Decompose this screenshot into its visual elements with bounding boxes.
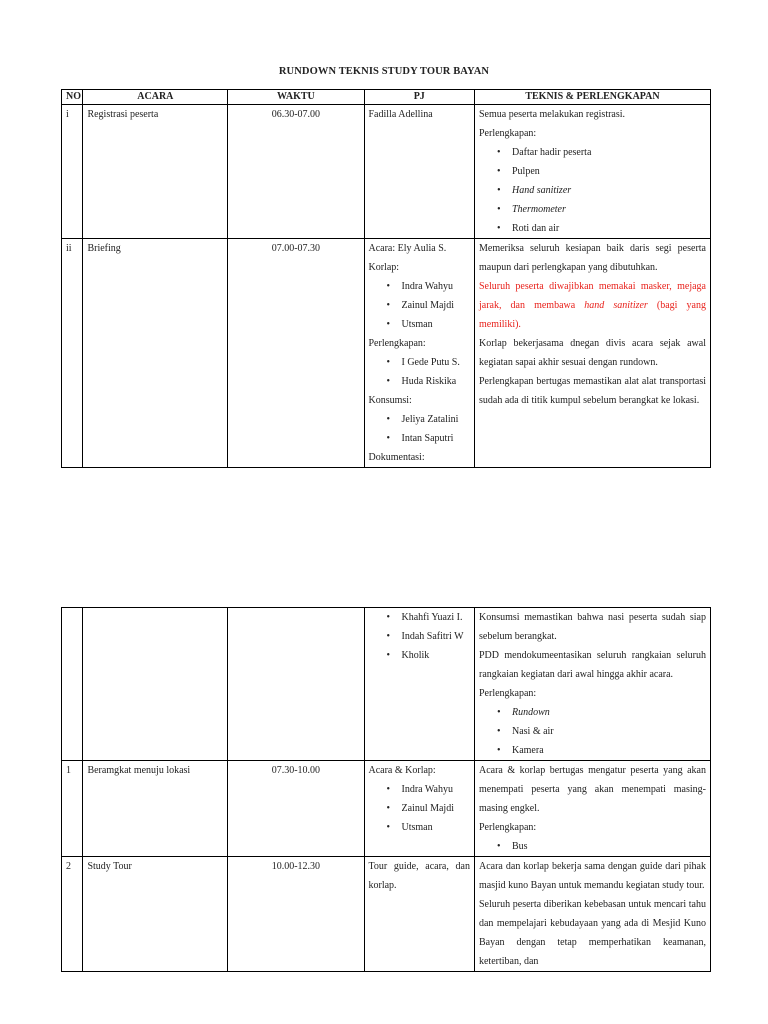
teknis-line: Perlengkapan: [478, 128, 537, 139]
row-pj: Fadilla Adellina [364, 105, 474, 239]
list-item: • Indah Safitri W [369, 627, 470, 646]
teknis-warning [479, 277, 706, 334]
row-no: i [62, 105, 83, 239]
list-item: • Zainul Majdi [369, 296, 470, 315]
row-pj [364, 608, 474, 761]
teknis-paragraph: Perlengkapan bertugas memastikan alat alat transportasi sudah ada di titik kumpul sebelum berangkat ke lokasi. [478, 376, 706, 406]
header-waktu: WAKTU [228, 90, 364, 105]
rundown-table-page2 [61, 607, 711, 972]
pj-konsumsi-label: Konsumsi: [368, 395, 412, 406]
row-no [62, 608, 83, 761]
row-pj [364, 761, 474, 857]
list-item: • Hand sanitizer [479, 181, 706, 200]
teknis-paragraph: Acara & korlap bertugas mengatur peserta yang akan menempati peserta yang akan menempati masing-masing engkel. [478, 765, 706, 814]
list-item: • Khahfi Yuazi I. [369, 608, 470, 627]
perlengkapan-list [479, 837, 706, 856]
rundown-table-page1 [61, 89, 711, 468]
warning-text-italic: hand sanitizer [584, 300, 648, 311]
row-waktu: 06.30-07.00 [228, 105, 364, 239]
list-item: • Roti dan air [479, 219, 706, 238]
row-pj: Tour guide, acara, dan korlap. [364, 857, 474, 972]
list-item: • Huda Riskika [369, 372, 470, 391]
list-item: • Pulpen [479, 162, 706, 181]
teknis-paragraph: Memeriksa seluruh kesiapan baik daris segi peserta maupun dari perlengkapan yang dibutuhkan. [478, 243, 706, 273]
list-item: • Indra Wahyu [369, 780, 470, 799]
warning-text: (bagi yang memiliki). [478, 300, 706, 330]
row-acara: Registrasi peserta [83, 105, 228, 239]
row-no: ii [62, 239, 83, 468]
header-no: NO [62, 90, 83, 105]
list-item: • Jeliya Zatalini [369, 410, 470, 429]
header-pj: PJ [364, 90, 474, 105]
teknis-label: Perlengkapan: [478, 822, 537, 833]
teknis-paragraph: PDD mendokumeentasikan seluruh rangkaian seluruh rangkaian kegiatan dari awal hingga akhir acara. [478, 650, 706, 680]
row-waktu: 07.30-10.00 [228, 761, 364, 857]
list-item: • Indra Wahyu [369, 277, 470, 296]
pj-konsumsi-list [369, 410, 470, 448]
teknis-paragraph: Konsumsi memastikan bahwa nasi peserta sudah siap sebelum berangkat. [478, 612, 706, 642]
table-header-row [62, 90, 711, 105]
row-no: 2 [62, 857, 83, 972]
row-acara: Beramgkat menuju lokasi [83, 761, 228, 857]
table-row [62, 239, 711, 468]
table-row [62, 608, 711, 761]
list-item: • Kholik [369, 646, 470, 665]
row-acara: Study Tour [83, 857, 228, 972]
teknis-paragraph: Seluruh peserta diberikan kebebasan untuk mencari tahu dan mempelajari kebudayaan yang ada di Mesjid Kuno Bayan dengan tetap memperhatikan keamanan, ketertiban, dan [478, 899, 706, 967]
list-item: • Utsman [369, 818, 470, 837]
table-row [62, 857, 711, 972]
row-teknis [474, 761, 710, 857]
header-teknis: TEKNIS & PERLENGKAPAN [474, 90, 710, 105]
list-item: • Nasi & air [479, 722, 706, 741]
teknis-paragraph: Korlap bekerjasama dnegan divis acara sejak awal kegiatan sapai akhir sesuai dengan rundown. [478, 338, 706, 368]
warning-text: Seluruh peserta diwajibkan memakai masker, mejaga jarak, dan membawa [478, 281, 706, 311]
pj-korlap-label: Korlap: [368, 262, 400, 273]
pj-perlengkapan-list [369, 353, 470, 391]
table-row [62, 105, 711, 239]
pj-korlap-list [369, 277, 470, 334]
row-teknis [474, 239, 710, 468]
list-item: • I Gede Putu S. [369, 353, 470, 372]
teknis-label: Perlengkapan: [478, 688, 537, 699]
perlengkapan-list [479, 703, 706, 760]
row-waktu [228, 608, 364, 761]
list-item: • Daftar hadir peserta [479, 143, 706, 162]
pj-acara: Acara: Ely Aulia S. [368, 243, 447, 254]
pj-perlengkapan-label: Perlengkapan: [368, 338, 426, 349]
list-item: • Utsman [369, 315, 470, 334]
row-waktu: 10.00-12.30 [228, 857, 364, 972]
row-teknis [474, 105, 710, 239]
row-no: 1 [62, 761, 83, 857]
list-item: • Rundown [479, 703, 706, 722]
row-teknis [474, 857, 710, 972]
list-item: • Zainul Majdi [369, 799, 470, 818]
row-pj [364, 239, 474, 468]
teknis-line: Semua peserta melakukan registrasi. [478, 109, 626, 120]
pj-list [369, 780, 470, 837]
pj-dokumentasi-label: Dokumentasi: [368, 452, 425, 463]
list-item: • Kamera [479, 741, 706, 760]
row-acara [83, 608, 228, 761]
row-teknis [474, 608, 710, 761]
pj-label: Acara & Korlap: [368, 765, 436, 776]
teknis-paragraph: Acara dan korlap bekerja sama dengan guide dari pihak masjid kuno Bayan untuk memandu kegiatan study tour. [478, 861, 706, 891]
list-item: • Bus [479, 837, 706, 856]
header-acara: ACARA [83, 90, 228, 105]
list-item: • Intan Saputri [369, 429, 470, 448]
pj-dokumentasi-list [369, 608, 470, 665]
list-item: • Thermometer [479, 200, 706, 219]
document-title: RUNDOWN TEKNIS STUDY TOUR BAYAN [278, 66, 490, 77]
row-acara: Briefing [83, 239, 228, 468]
perlengkapan-list [479, 143, 706, 238]
row-waktu: 07.00-07.30 [228, 239, 364, 468]
table-row [62, 761, 711, 857]
